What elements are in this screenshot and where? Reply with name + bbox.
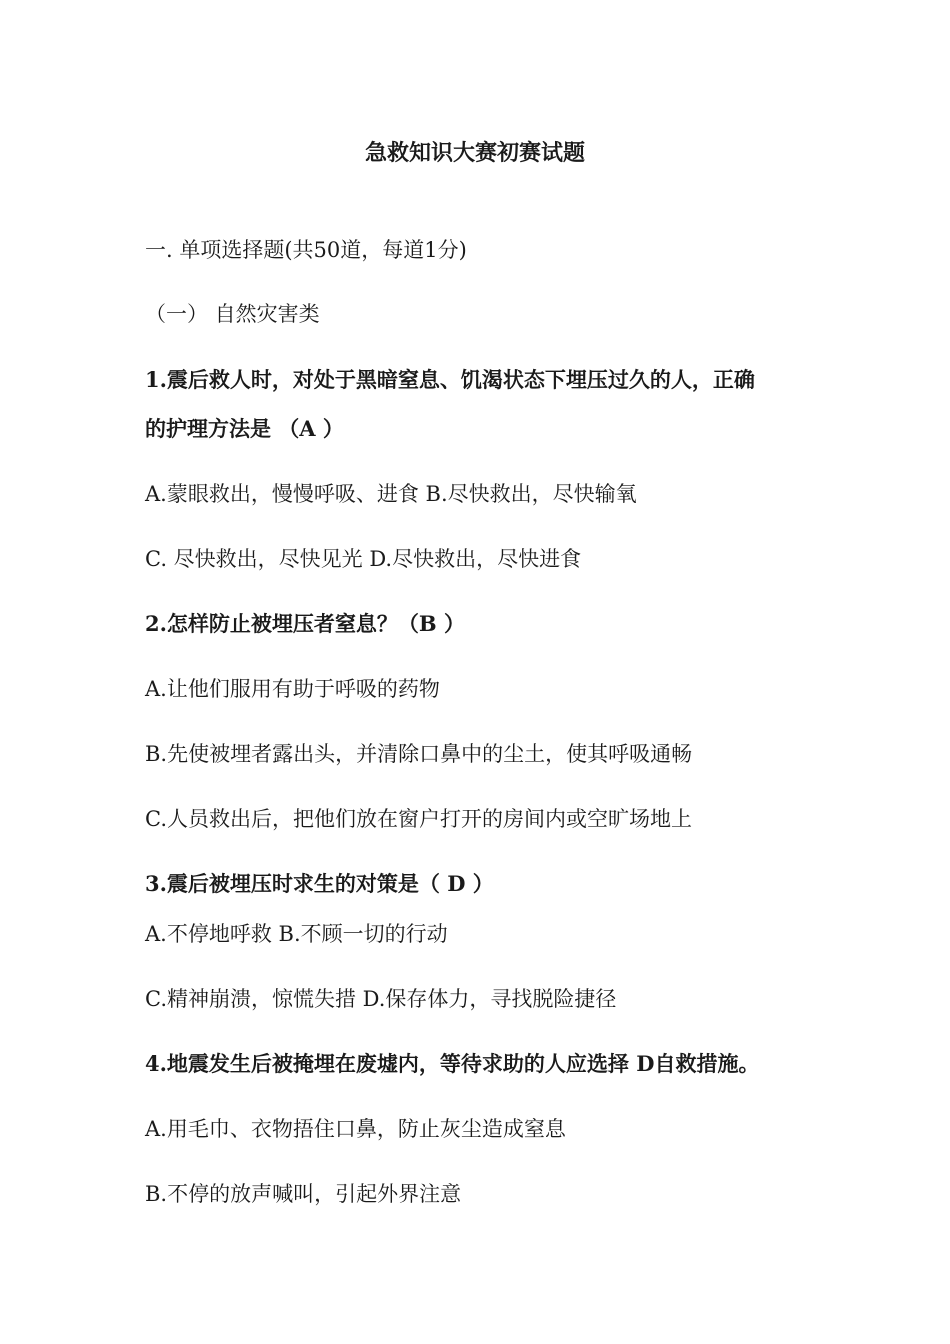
question-1-stem-line-2: 的护理方法是 （A ） [145,416,344,441]
question-1-option-line-1: A.蒙眼救出，慢慢呼吸、进食 B.尽快救出，尽快输氧 [145,482,637,506]
question-2-stem: 2.怎样防止被埋压者窒息？（B ） [145,611,465,636]
document-title: 急救知识大赛初赛试题 [364,140,585,166]
question-4-stem: 4.地震发生后被掩埋在废墟内，等待求助的人应选择 D自救措施。 [145,1051,760,1076]
question-4-option-b: B.不停的放声喊叫，引起外界注意 [145,1182,462,1206]
question-1-stem-line-1: 1.震后救人时，对处于黑暗窒息、饥渴状态下埋压过久的人，正确 [145,367,755,392]
question-1-option-line-2: C. 尽快救出，尽快见光 D.尽快救出，尽快进食 [145,547,582,571]
question-3-stem: 3.震后被埋压时求生的对策是（ D ） [145,871,494,896]
section-heading: 一. 单项选择题(共50道，每道1分) [145,238,467,262]
question-2-option-a: A.让他们服用有助于呼吸的药物 [145,677,440,701]
subsection-heading: （一） 自然灾害类 [145,302,320,326]
question-3-option-line-1: A.不停地呼救 B.不顾一切的行动 [145,922,448,946]
question-3-option-line-2: C.精神崩溃，惊慌失措 D.保存体力，寻找脱险捷径 [145,987,617,1011]
question-2-option-b: B.先使被埋者露出头，并清除口鼻中的尘土，使其呼吸通畅 [145,742,693,766]
question-2-option-c: C.人员救出后，把他们放在窗户打开的房间内或空旷场地上 [145,807,692,831]
question-4-option-a: A.用毛巾、衣物捂住口鼻，防止灰尘造成窒息 [145,1117,566,1141]
